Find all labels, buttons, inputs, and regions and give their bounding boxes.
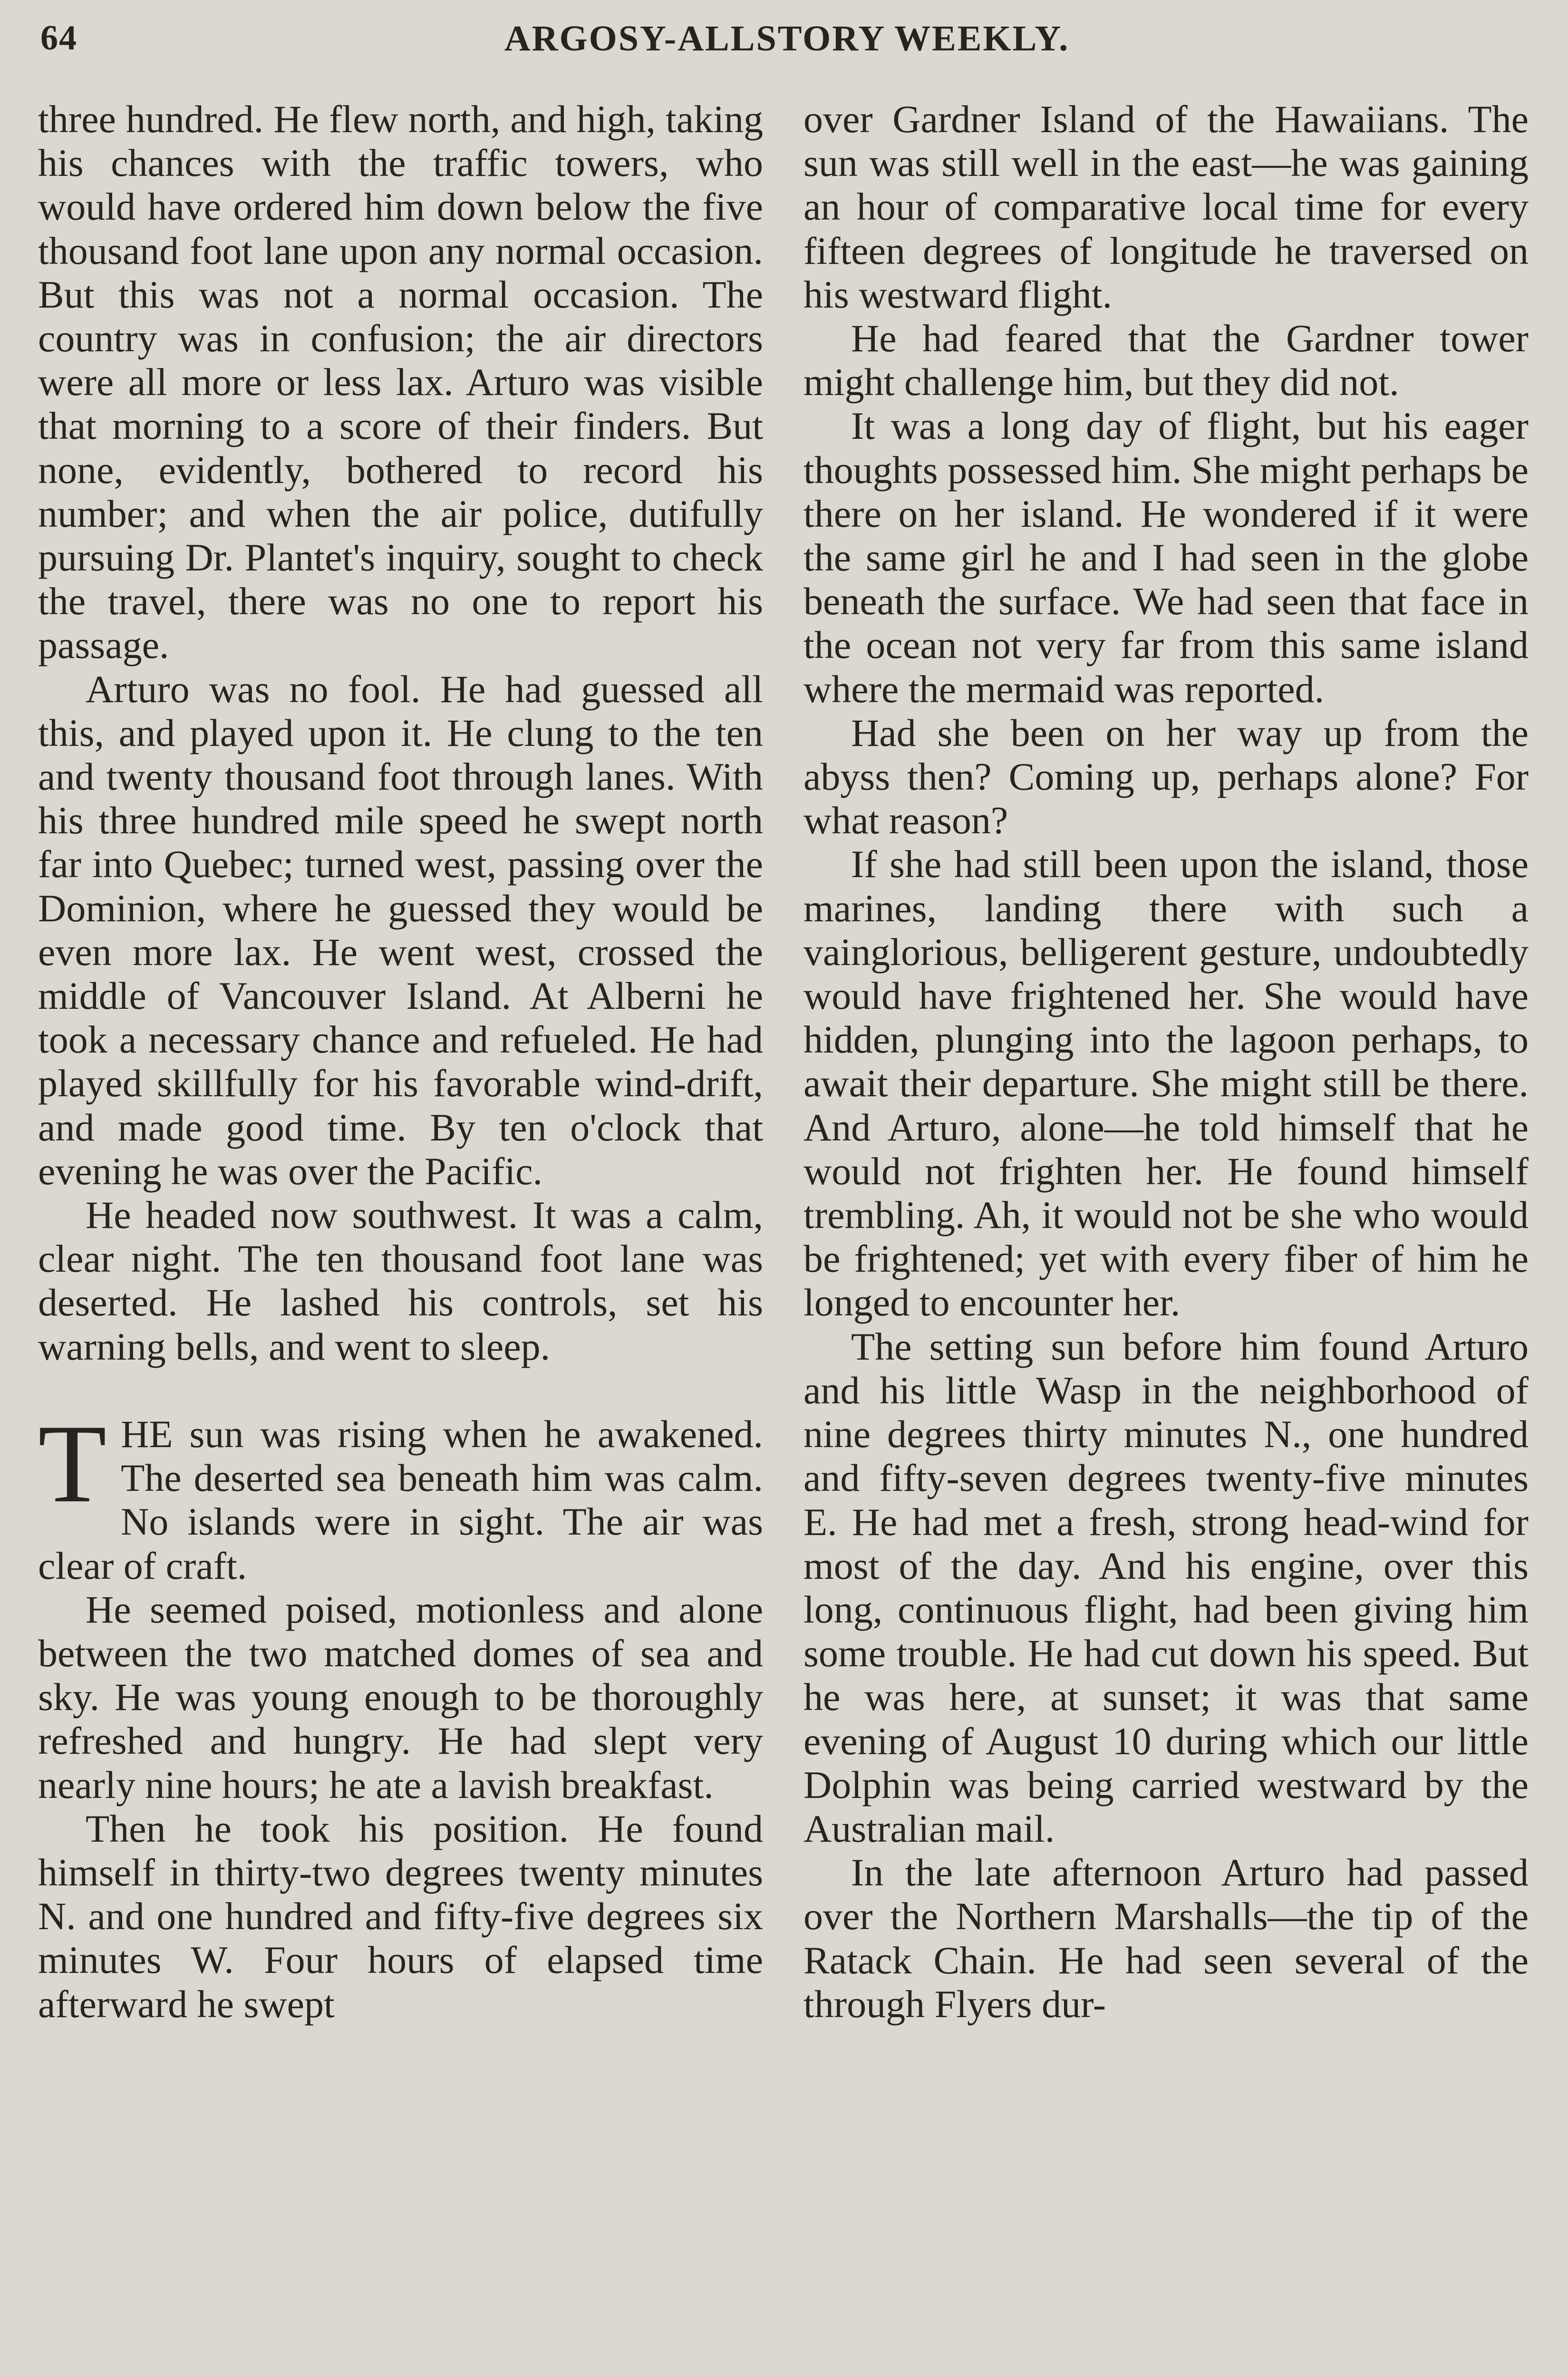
left-paragraph-5: He seemed poised, motionless and alone between the two matched domes of sea and sky. He was young enough to be thoroughly refreshed and hungry. He had slept very nearly nine hours; he ate a lavish breakfast. <box>38 1587 763 1807</box>
left-paragraph-2: Arturo was no fool. He had guessed all this, and played upon it. He clung to the ten and twenty thousand foot through lanes. With his three hundred mile speed he swept north far into Quebec; turned west, passing over the Dominion, where he guessed they would be even more lax. He went west, crossed the middle of Vancouver Island. At Alberni he took a necessary chance and refueled. He had played skillfully for his favorable wind-drift, and made good time. By ten o'clock that evening he was over the Pacific. <box>38 667 763 1193</box>
section-opening-paragraph <box>38 1401 763 1588</box>
left-paragraph-1: three hundred. He flew north, and high, taking his chances with the traffic towers, who would have ordered him down below the five thousand foot lane upon any normal occasion. But this was not a normal occasion. The country was in confusion; the air directors were all more or less lax. Arturo was visible that morning to a score of their finders. But none, evidently, bothered to record his number; and when the air police, dutifully pursuing Dr. Plantet's inquiry, sought to check the travel, there was no one to report his passage. <box>38 97 763 667</box>
right-paragraph-2: He had feared that the Gardner tower might challenge him, but they did not. <box>803 317 1529 404</box>
right-paragraph-3: It was a long day of flight, but his eager thoughts possessed him. She might perhaps be there on her island. He wondered if it were the same girl he and I had seen in the globe beneath the surface. We had seen that face in the ocean not very far from this same island where the mermaid was reported. <box>803 404 1529 711</box>
right-column <box>803 97 1529 2026</box>
page-header <box>40 18 1533 75</box>
left-column <box>38 97 763 2026</box>
right-paragraph-7: In the late afternoon Arturo had passed over the Northern Marshalls—the tip of the Ratack Chain. He had seen several of the through Flyers dur- <box>803 1851 1529 2026</box>
right-paragraph-5: If she had still been upon the island, those marines, landing there with such a vainglorious, belligerent gesture, undoubtedly would have frightened her. She would have hidden, plunging into the lagoon perhaps, to await their departure. She might still be there. And Arturo, alone—he told himself that he would not frighten her. He found himself trembling. Ah, it would not be she who would be frightened; yet with every fiber of him he longed to encounter her. <box>803 842 1529 1324</box>
magazine-title: ARGOSY-ALLSTORY WEEKLY. <box>504 19 1070 58</box>
right-paragraph-4: Had she been on her way up from the abyss then? Coming up, perhaps alone? For what reason? <box>803 711 1529 842</box>
drop-cap: T <box>38 1401 107 1526</box>
right-paragraph-6: The setting sun before him found Arturo and his little Wasp in the neighborhood of nine degrees thirty minutes N., one hundred and fifty-seven degrees twenty-five minutes E. He had met a fresh, strong head-wind for most of the day. And his engine, over this long, continuous flight, had been giving him some trouble. He had cut down his speed. But he was here, at sunset; it was that same evening of August 10 during which our little Dolphin was being carried westward by the Australian mail. <box>803 1324 1529 1850</box>
left-paragraph-3: He headed now southwest. It was a calm, clear night. The ten thousand foot lane was deserted. He lashed his controls, set his warning bells, and went to sleep. <box>38 1193 763 1368</box>
page-number: 64 <box>40 19 77 58</box>
left-paragraph-6: Then he took his position. He found himself in thirty-two degrees twenty minutes N. and one hundred and fifty-five degrees six minutes W. Four hours of elapsed time afterward he swept <box>38 1807 763 2026</box>
section-opening-text: HE sun was rising when he awakened. The deserted sea beneath him was calm. No islands were in sight. The air was clear of craft. <box>38 1412 763 1587</box>
right-paragraph-1: over Gardner Island of the Hawaiians. The sun was still well in the east—he was gaining an hour of comparative local time for every fifteen degrees of longitude he traversed on his westward flight. <box>803 97 1529 316</box>
